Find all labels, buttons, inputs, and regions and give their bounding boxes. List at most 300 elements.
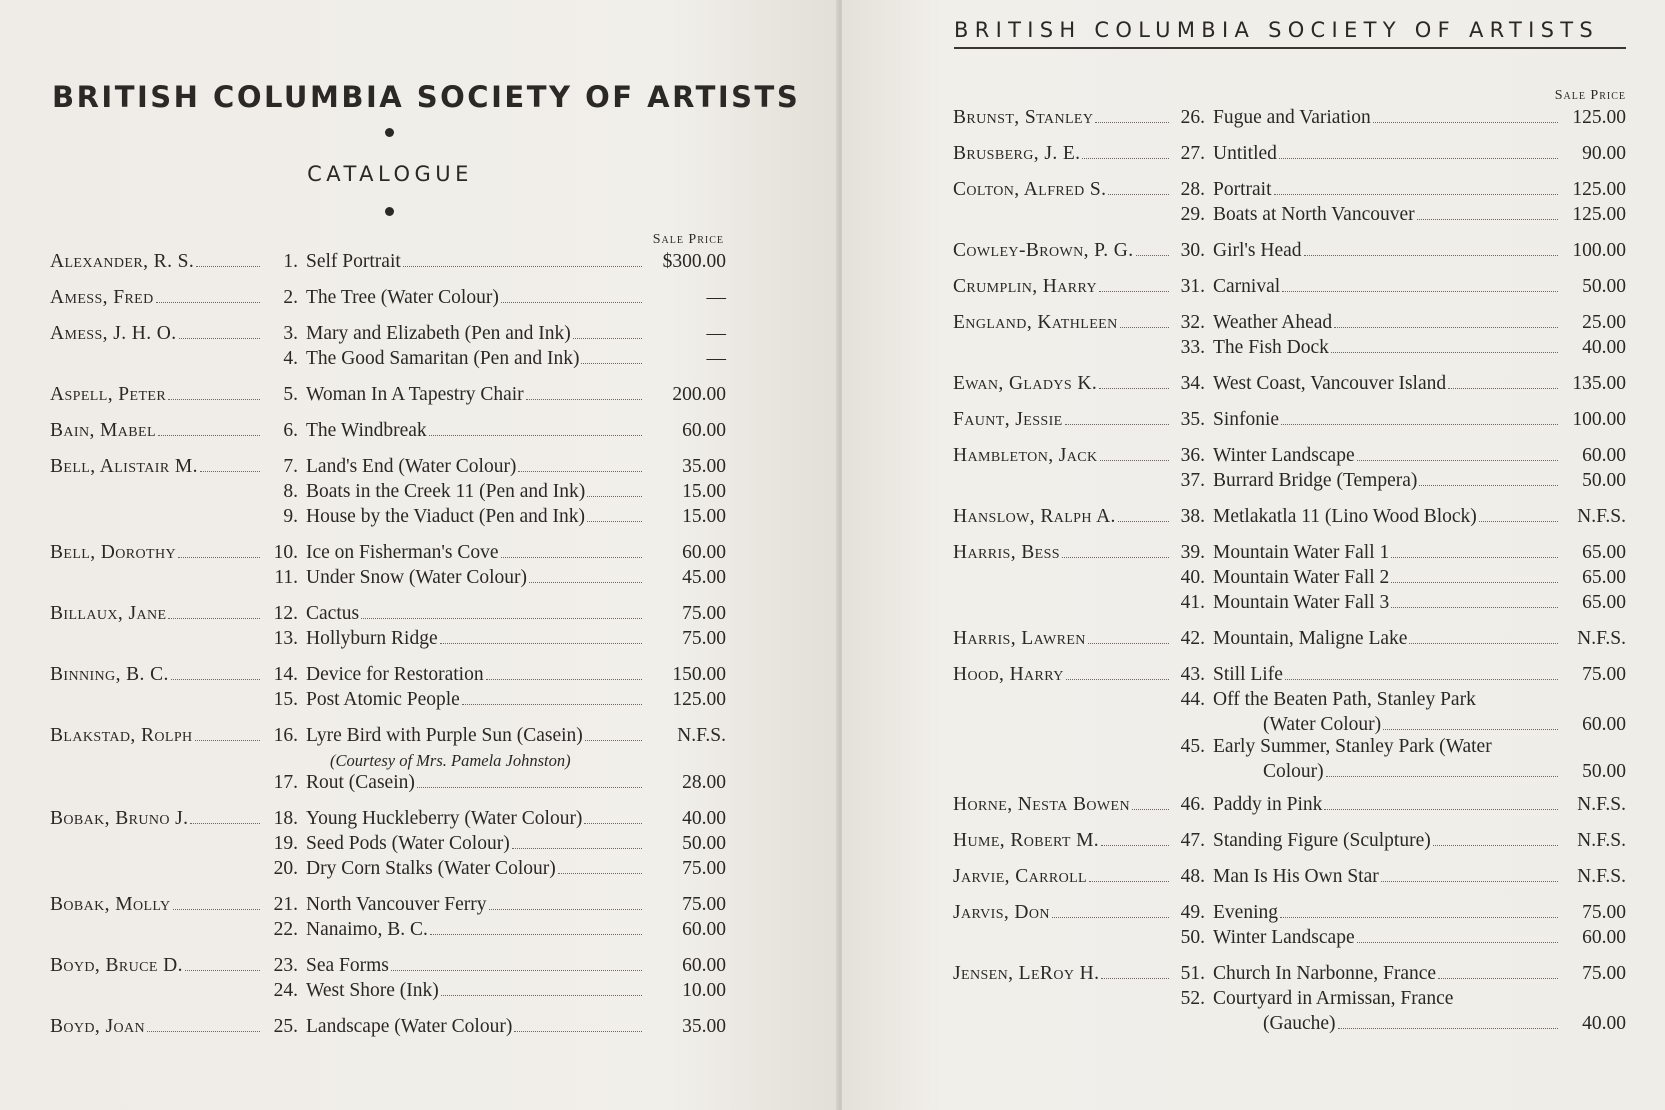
work-line xyxy=(50,603,726,628)
artist-leader-dots xyxy=(171,678,260,680)
work-price: 65.00 xyxy=(1582,567,1626,588)
work-number: 40. xyxy=(1180,567,1205,588)
work-title: Untitled xyxy=(1213,143,1277,164)
work-line xyxy=(50,833,726,858)
catalog-entry xyxy=(50,420,726,445)
work-leader-dots xyxy=(514,1030,642,1032)
work-line xyxy=(953,204,1626,229)
work-number: 31. xyxy=(1180,276,1205,297)
artist-name: Hood, Harry xyxy=(953,664,1064,685)
artist-leader-dots xyxy=(1136,254,1169,256)
work-leader-dots xyxy=(1357,459,1558,461)
work-title: Paddy in Pink xyxy=(1213,794,1323,815)
artist-leader-dots xyxy=(1108,193,1169,195)
work-leader-dots xyxy=(581,362,642,364)
work-number: 13. xyxy=(273,628,298,649)
artist-cell xyxy=(953,312,1173,334)
work-price: 75.00 xyxy=(682,603,726,624)
work-line xyxy=(50,251,726,276)
work-number: 28. xyxy=(1180,179,1205,200)
work-number: 15. xyxy=(273,689,298,710)
work-number: 22. xyxy=(273,919,298,940)
work-leader-dots xyxy=(1391,606,1558,608)
artist-cell xyxy=(953,373,1173,395)
artist-leader-dots xyxy=(179,337,260,339)
artist-leader-dots xyxy=(195,739,260,741)
artist-cell xyxy=(50,384,264,406)
work-price: 75.00 xyxy=(1582,664,1626,685)
artist-leader-dots xyxy=(1120,326,1169,328)
artist-name: Blakstad, Rolph xyxy=(50,725,193,746)
artist-cell xyxy=(953,143,1173,165)
work-leader-dots xyxy=(441,994,642,996)
artist-cell xyxy=(953,409,1173,431)
work-number: 10. xyxy=(273,542,298,563)
artist-cell xyxy=(953,830,1173,852)
work-leader-dots xyxy=(558,872,642,874)
work-leader-dots xyxy=(486,678,642,680)
catalog-entry xyxy=(953,963,1626,1035)
work-price: N.F.S. xyxy=(1577,830,1626,851)
catalog-entry xyxy=(953,794,1626,819)
work-leader-dots xyxy=(1281,423,1558,425)
work-price: 100.00 xyxy=(1572,240,1626,261)
work-line xyxy=(953,506,1626,531)
work-title-continued xyxy=(953,1013,1626,1035)
work-title: Lyre Bird with Purple Sun (Casein) xyxy=(306,725,583,746)
work-price: 75.00 xyxy=(682,858,726,879)
work-number: 18. xyxy=(273,808,298,829)
work-title-continued xyxy=(953,714,1626,736)
artist-cell xyxy=(953,794,1173,816)
artist-cell xyxy=(50,603,264,625)
work-leader-dots xyxy=(501,301,642,303)
work-leader-dots xyxy=(1334,326,1558,328)
work-number: 9. xyxy=(283,506,298,527)
artist-cell xyxy=(50,456,264,478)
work-line xyxy=(50,384,726,409)
work-leader-dots xyxy=(585,739,642,741)
artist-cell xyxy=(50,808,264,830)
work-price: 65.00 xyxy=(1582,592,1626,613)
work-line xyxy=(953,542,1626,567)
work-number: 48. xyxy=(1180,866,1205,887)
work-line xyxy=(50,481,726,506)
work-price: N.F.S. xyxy=(1577,628,1626,649)
artist-leader-dots xyxy=(156,301,260,303)
work-title: Cactus xyxy=(306,603,360,624)
work-title: Landscape (Water Colour) xyxy=(306,1016,513,1037)
artist-leader-dots xyxy=(1099,387,1169,389)
work-number: 32. xyxy=(1180,312,1205,333)
work-title: Boats in the Creek 11 (Pen and Ink) xyxy=(306,481,586,502)
work-title: Burrard Bridge (Tempera) xyxy=(1213,470,1418,491)
work-price: 15.00 xyxy=(682,506,726,527)
work-price: 35.00 xyxy=(682,1016,726,1037)
artist-name: Billaux, Jane xyxy=(50,603,167,624)
work-price: 75.00 xyxy=(1582,963,1626,984)
artist-cell xyxy=(953,506,1173,528)
work-price: 75.00 xyxy=(682,894,726,915)
work-line xyxy=(953,445,1626,470)
work-price: 65.00 xyxy=(1582,542,1626,563)
catalog-entry xyxy=(953,179,1626,229)
catalog-entry xyxy=(50,251,726,276)
catalog-entry xyxy=(953,628,1626,653)
artist-cell xyxy=(50,1016,264,1038)
work-title: Man Is His Own Star xyxy=(1213,866,1379,887)
work-price: 45.00 xyxy=(682,567,726,588)
work-leader-dots xyxy=(1381,880,1558,882)
artist-name: Bell, Alistair M. xyxy=(50,456,198,477)
catalog-entry xyxy=(953,866,1626,891)
work-number: 38. xyxy=(1180,506,1205,527)
work-title: House by the Viaduct (Pen and Ink) xyxy=(306,506,585,527)
catalog-entry xyxy=(953,830,1626,855)
work-title: Rout (Casein) xyxy=(306,772,415,793)
work-leader-dots xyxy=(1448,387,1558,389)
work-number: 43. xyxy=(1180,664,1205,685)
artist-cell xyxy=(953,664,1173,686)
work-price: — xyxy=(706,287,726,308)
work-line xyxy=(953,143,1626,168)
artist-name: Boyd, Bruce D. xyxy=(50,955,183,976)
work-line xyxy=(953,373,1626,398)
artist-name: Harris, Bess xyxy=(953,542,1060,563)
work-price: 90.00 xyxy=(1582,143,1626,164)
work-title: Nanaimo, B. C. xyxy=(306,919,428,940)
work-line xyxy=(50,348,726,373)
work-leader-dots xyxy=(1417,218,1558,220)
work-leader-dots xyxy=(1409,642,1558,644)
artist-name: Harris, Lawren xyxy=(953,628,1086,649)
work-title-continued xyxy=(953,761,1626,783)
work-number: 45. xyxy=(1180,736,1205,757)
artist-cell xyxy=(50,725,264,747)
work-number: 52. xyxy=(1180,988,1205,1009)
work-title: North Vancouver Ferry xyxy=(306,894,487,915)
work-number: 6. xyxy=(283,420,298,441)
work-number: 24. xyxy=(273,980,298,1001)
work-number: 8. xyxy=(283,481,298,502)
artist-name: Amess, Fred xyxy=(50,287,154,308)
work-number: 51. xyxy=(1180,963,1205,984)
heading-bullet xyxy=(385,207,394,216)
work-price: 150.00 xyxy=(672,664,726,685)
work-title: Seed Pods (Water Colour) xyxy=(306,833,510,854)
work-price: 125.00 xyxy=(1572,179,1626,200)
catalog-entry xyxy=(953,506,1626,531)
work-line xyxy=(50,858,726,883)
catalog-entry xyxy=(953,542,1626,617)
catalog-entry xyxy=(50,542,726,592)
work-leader-dots xyxy=(1324,808,1558,810)
work-line xyxy=(50,955,726,980)
work-leader-dots xyxy=(1391,556,1558,558)
work-leader-dots xyxy=(1279,157,1558,159)
work-price: 10.00 xyxy=(682,980,726,1001)
work-leader-dots xyxy=(403,265,642,267)
artist-leader-dots xyxy=(173,908,261,910)
work-price: 75.00 xyxy=(682,628,726,649)
work-title-cont-text: Colour) xyxy=(1263,761,1324,782)
work-number: 30. xyxy=(1180,240,1205,261)
artist-name: Crumplin, Harry xyxy=(953,276,1097,297)
artist-cell xyxy=(50,542,264,564)
work-title: Mountain Water Fall 3 xyxy=(1213,592,1390,613)
work-line xyxy=(953,866,1626,891)
work-leader-dots xyxy=(1282,290,1558,292)
work-leader-dots xyxy=(1280,916,1558,918)
work-leader-dots xyxy=(1357,941,1558,943)
catalog-entry xyxy=(953,445,1626,495)
work-price: 125.00 xyxy=(1572,204,1626,225)
work-leader-dots xyxy=(391,969,642,971)
work-price: N.F.S. xyxy=(1577,866,1626,887)
catalog-entry xyxy=(50,808,726,883)
work-leader-dots xyxy=(462,703,642,705)
left-catalog-list xyxy=(50,251,726,1052)
work-number: 37. xyxy=(1180,470,1205,491)
catalog-entry xyxy=(50,603,726,653)
artist-leader-dots xyxy=(178,556,260,558)
work-leader-dots xyxy=(361,617,642,619)
work-title: Standing Figure (Sculpture) xyxy=(1213,830,1431,851)
artist-cell xyxy=(953,542,1173,564)
artist-cell xyxy=(50,894,264,916)
work-price: N.F.S. xyxy=(1577,506,1626,527)
work-line xyxy=(953,902,1626,927)
work-price: 135.00 xyxy=(1572,373,1626,394)
work-title: Hollyburn Ridge xyxy=(306,628,438,649)
work-number: 7. xyxy=(283,456,298,477)
work-line xyxy=(953,830,1626,855)
work-leader-dots xyxy=(1383,728,1558,730)
work-leader-dots xyxy=(587,495,642,497)
artist-leader-dots xyxy=(1088,642,1169,644)
work-title: Mountain Water Fall 2 xyxy=(1213,567,1390,588)
work-line xyxy=(50,808,726,833)
artist-leader-dots xyxy=(1118,520,1169,522)
work-leader-dots xyxy=(526,398,642,400)
artist-leader-dots xyxy=(168,617,260,619)
work-leader-dots xyxy=(573,337,642,339)
work-line xyxy=(953,963,1626,988)
artist-name: Colton, Alfred S. xyxy=(953,179,1107,200)
work-title: Post Atomic People xyxy=(306,689,460,710)
work-number: 44. xyxy=(1180,689,1205,710)
work-title: Land's End (Water Colour) xyxy=(306,456,517,477)
work-line xyxy=(50,980,726,1005)
work-price: 60.00 xyxy=(682,955,726,976)
work-title: Girl's Head xyxy=(1213,240,1302,261)
work-leader-dots xyxy=(529,581,642,583)
artist-leader-dots xyxy=(1052,916,1169,918)
work-line xyxy=(50,919,726,944)
work-leader-dots xyxy=(1304,254,1558,256)
work-line xyxy=(953,276,1626,301)
artist-leader-dots xyxy=(1062,556,1169,558)
work-price: 60.00 xyxy=(1582,445,1626,466)
work-title: Woman In A Tapestry Chair xyxy=(306,384,524,405)
work-number: 16. xyxy=(273,725,298,746)
artist-name: Alexander, R. S. xyxy=(50,251,195,272)
work-title: Church In Narbonne, France xyxy=(1213,963,1437,984)
work-leader-dots xyxy=(440,642,642,644)
artist-name: Boyd, Joan xyxy=(50,1016,146,1037)
work-title: Courtyard in Armissan, France xyxy=(1213,988,1454,1009)
artist-cell xyxy=(953,276,1173,298)
work-leader-dots xyxy=(1285,678,1558,680)
work-line xyxy=(953,736,1626,761)
work-price: 200.00 xyxy=(672,384,726,405)
artist-name: Amess, J. H. O. xyxy=(50,323,177,344)
catalog-entry xyxy=(50,287,726,312)
work-number: 14. xyxy=(273,664,298,685)
catalog-entry xyxy=(50,894,726,944)
work-title: Carnival xyxy=(1213,276,1281,297)
work-leader-dots xyxy=(1438,977,1558,979)
work-title: Device for Restoration xyxy=(306,664,484,685)
work-line xyxy=(953,179,1626,204)
catalogue-heading: CATALOGUE xyxy=(307,162,473,186)
artist-leader-dots xyxy=(1066,678,1169,680)
work-line xyxy=(953,567,1626,592)
work-line xyxy=(953,337,1626,362)
artist-name: Brusberg, J. E. xyxy=(953,143,1081,164)
work-number: 42. xyxy=(1180,628,1205,649)
work-price: 100.00 xyxy=(1572,409,1626,430)
catalog-entry xyxy=(50,955,726,1005)
catalog-entry xyxy=(953,664,1626,783)
sale-price-header-right: Sale Price xyxy=(1554,88,1626,103)
artist-name: England, Kathleen xyxy=(953,312,1118,333)
work-leader-dots xyxy=(1419,484,1558,486)
work-title: The Fish Dock xyxy=(1213,337,1329,358)
work-line xyxy=(50,287,726,312)
work-price: 125.00 xyxy=(1572,107,1626,128)
artist-leader-dots xyxy=(1065,423,1169,425)
artist-name: Aspell, Peter xyxy=(50,384,167,405)
work-title: Winter Landscape xyxy=(1213,927,1355,948)
work-price: 35.00 xyxy=(682,456,726,477)
work-price: 60.00 xyxy=(682,542,726,563)
work-line xyxy=(50,420,726,445)
work-number: 11. xyxy=(274,567,298,588)
artist-name: Bobak, Molly xyxy=(50,894,171,915)
work-leader-dots xyxy=(1373,121,1558,123)
work-price: 60.00 xyxy=(1582,927,1626,948)
work-title: Mary and Elizabeth (Pen and Ink) xyxy=(306,323,571,344)
work-leader-dots xyxy=(518,470,642,472)
artist-cell xyxy=(953,179,1173,201)
work-price: 40.00 xyxy=(1582,337,1626,358)
artist-name: Cowley-Brown, P. G. xyxy=(953,240,1134,261)
work-price: — xyxy=(706,348,726,369)
artist-leader-dots xyxy=(196,265,260,267)
work-line xyxy=(50,542,726,567)
catalogue-main-title: BRITISH COLUMBIA SOCIETY OF ARTISTS xyxy=(52,80,801,114)
work-price: 60.00 xyxy=(682,919,726,940)
artist-name: Faunt, Jessie xyxy=(953,409,1063,430)
artist-cell xyxy=(50,664,264,686)
work-leader-dots xyxy=(584,822,642,824)
artist-cell xyxy=(50,251,264,273)
artist-cell xyxy=(953,107,1173,129)
catalog-entry xyxy=(50,384,726,409)
work-price: 50.00 xyxy=(1582,470,1626,491)
work-price: 40.00 xyxy=(682,808,726,829)
work-line xyxy=(50,567,726,592)
work-line xyxy=(50,456,726,481)
work-title: The Tree (Water Colour) xyxy=(306,287,499,308)
work-number: 17. xyxy=(273,772,298,793)
work-title: The Good Samaritan (Pen and Ink) xyxy=(306,348,580,369)
work-price: 50.00 xyxy=(682,833,726,854)
work-leader-dots xyxy=(501,556,642,558)
artist-cell xyxy=(50,420,264,442)
work-number: 39. xyxy=(1180,542,1205,563)
work-line xyxy=(50,894,726,919)
work-line xyxy=(953,927,1626,952)
work-line xyxy=(953,312,1626,337)
work-title: Fugue and Variation xyxy=(1213,107,1371,128)
work-leader-dots xyxy=(1274,193,1559,195)
artist-cell xyxy=(50,323,264,345)
work-number: 35. xyxy=(1180,409,1205,430)
work-line xyxy=(50,664,726,689)
work-leader-dots xyxy=(1391,581,1558,583)
artist-leader-dots xyxy=(1089,880,1169,882)
work-number: 12. xyxy=(273,603,298,624)
catalog-entry xyxy=(50,725,726,797)
work-number: 50. xyxy=(1180,927,1205,948)
artist-leader-dots xyxy=(1082,157,1169,159)
work-price: 40.00 xyxy=(1582,1013,1626,1034)
work-leader-dots xyxy=(1326,775,1558,777)
work-number: 47. xyxy=(1180,830,1205,851)
work-line xyxy=(953,592,1626,617)
work-line xyxy=(50,1016,726,1041)
catalog-entry xyxy=(953,240,1626,265)
artist-name: Bain, Mabel xyxy=(50,420,156,441)
artist-cell xyxy=(953,866,1173,888)
work-number: 23. xyxy=(273,955,298,976)
artist-name: Brunst, Stanley xyxy=(953,107,1094,128)
work-number: 19. xyxy=(273,833,298,854)
courtesy-note: (Courtesy of Mrs. Pamela Johnston) xyxy=(330,751,571,770)
work-number: 41. xyxy=(1180,592,1205,613)
work-line xyxy=(50,689,726,714)
work-title: Evening xyxy=(1213,902,1278,923)
work-leader-dots xyxy=(429,434,642,436)
work-title: Mountain, Maligne Lake xyxy=(1213,628,1408,649)
work-title: Under Snow (Water Colour) xyxy=(306,567,528,588)
work-title-cont-text: (Water Colour) xyxy=(1263,714,1382,735)
work-price: $300.00 xyxy=(662,251,726,272)
artist-name: Hambleton, Jack xyxy=(953,445,1098,466)
catalog-entry xyxy=(953,373,1626,398)
artist-leader-dots xyxy=(185,969,260,971)
artist-cell xyxy=(953,445,1173,467)
work-leader-dots xyxy=(587,520,642,522)
work-number: 21. xyxy=(273,894,298,915)
work-title: Sea Forms xyxy=(306,955,389,976)
artist-leader-dots xyxy=(1101,977,1169,979)
work-price: — xyxy=(706,323,726,344)
artist-cell xyxy=(953,628,1173,650)
work-price: 50.00 xyxy=(1582,761,1626,782)
